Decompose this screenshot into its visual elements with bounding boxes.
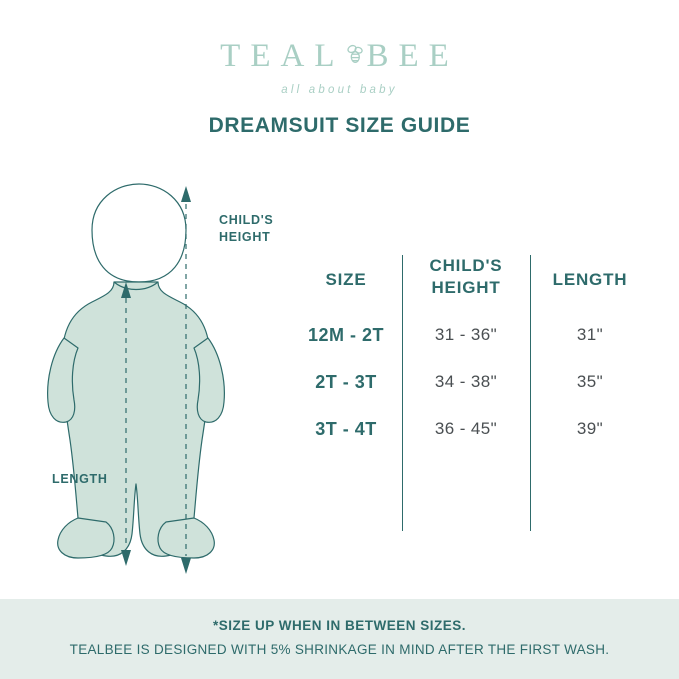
row-2-length: 39" xyxy=(576,419,604,438)
footer-note xyxy=(0,599,679,679)
row-2-size: 3T - 4T xyxy=(315,419,377,439)
table-header-row xyxy=(290,255,650,299)
size-table xyxy=(290,255,650,440)
illustration-height-label xyxy=(219,212,315,246)
brand-logo xyxy=(0,38,679,96)
row-0-height: 31 - 36" xyxy=(434,325,498,344)
row-1-height: 34 - 38" xyxy=(434,372,498,391)
table-header-length: LENGTH xyxy=(552,270,628,289)
table-header-height xyxy=(402,255,530,299)
illustration-height-label-line1: CHILD'S xyxy=(219,213,274,227)
table-divider-2 xyxy=(530,255,531,531)
page-title: DREAMSUIT SIZE GUIDE xyxy=(208,114,471,137)
table-row xyxy=(290,372,650,393)
row-1-length: 35" xyxy=(576,372,604,391)
footer-line-2: TEALBEE IS DESIGNED WITH 5% SHRINKAGE IN MIND AFTER THE FIRST WASH. xyxy=(69,642,610,657)
bee-icon xyxy=(345,43,365,71)
brand-name-right: BEE xyxy=(366,38,459,74)
table-row xyxy=(290,325,650,346)
illustration-length-label: LENGTH xyxy=(52,472,108,486)
table-row xyxy=(290,419,650,440)
row-0-length: 31" xyxy=(576,325,604,344)
row-2-height: 36 - 45" xyxy=(434,419,498,438)
table-header-size: SIZE xyxy=(325,270,367,289)
table-header-height-line2: HEIGHT xyxy=(431,278,501,297)
row-1-size: 2T - 3T xyxy=(315,372,377,392)
row-0-size: 12M - 2T xyxy=(307,325,385,345)
footer-line-1: *SIZE UP WHEN IN BETWEEN SIZES. xyxy=(212,618,467,633)
table-divider-1 xyxy=(402,255,403,531)
brand-name-left: TEAL xyxy=(220,38,345,74)
table-header-height-line1: CHILD'S xyxy=(429,256,503,275)
illustration-height-label-line2: HEIGHT xyxy=(219,230,271,244)
brand-tagline: all about baby xyxy=(281,84,398,96)
